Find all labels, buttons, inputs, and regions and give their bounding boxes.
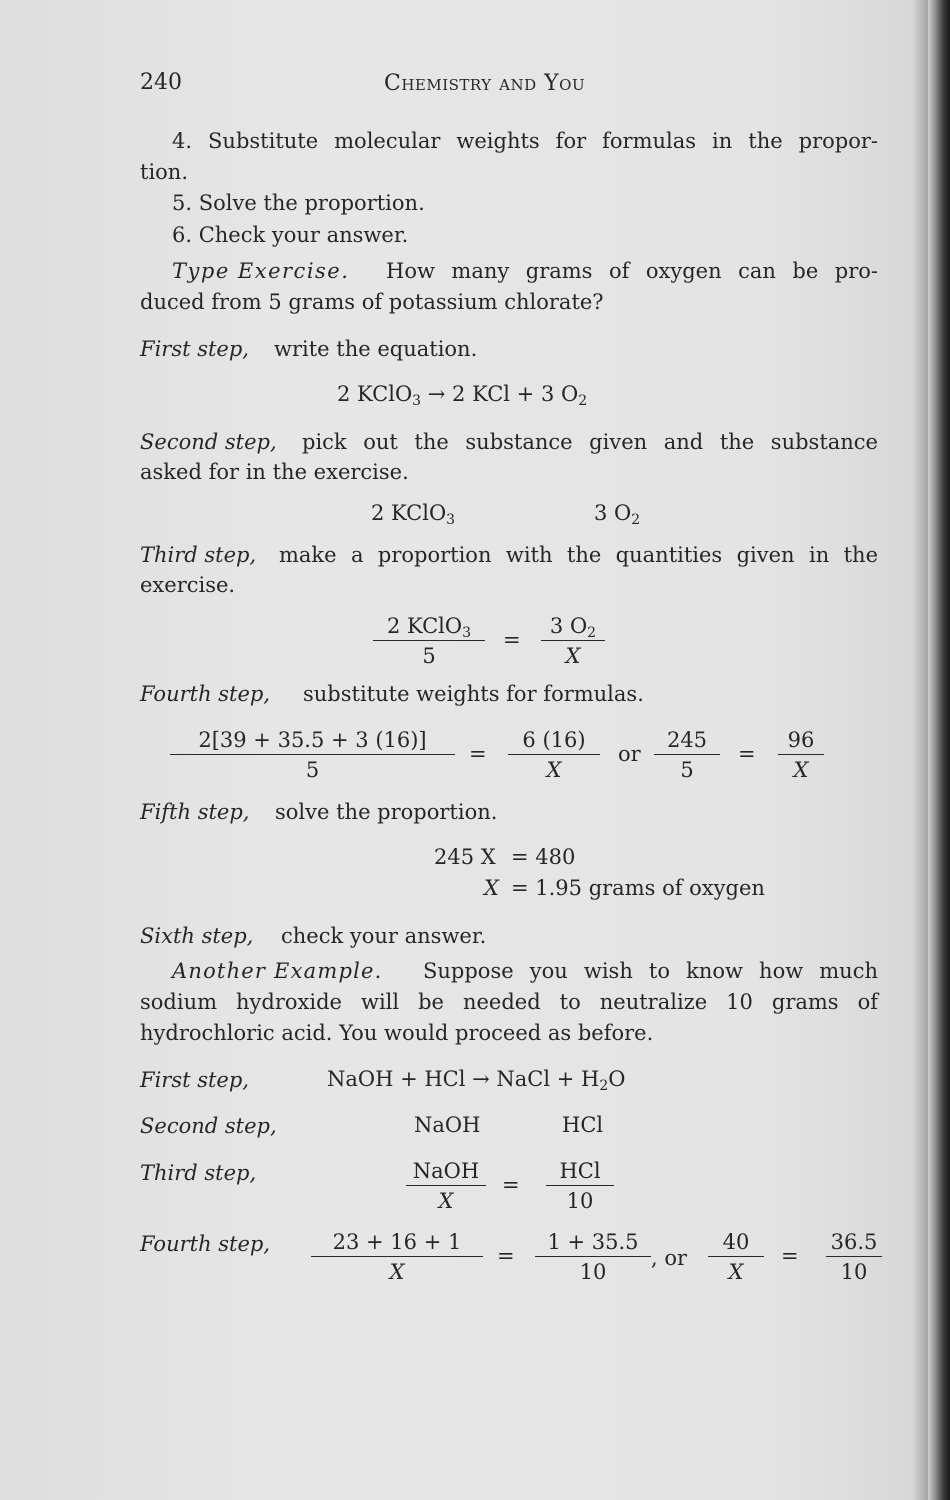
solution-line-2-right: = 1.95 grams of oxygen bbox=[511, 876, 765, 900]
example2-third-step-label: Third step, bbox=[140, 1161, 257, 1185]
equals-sign: = bbox=[469, 742, 487, 766]
equals-sign: = bbox=[781, 1244, 799, 1268]
proportion-fraction-2: 3 $O_2$ X bbox=[541, 616, 605, 667]
example2-proportion-fraction-2: HCl 10 bbox=[546, 1161, 614, 1212]
or-text: or bbox=[618, 742, 641, 766]
example2-proportion-fraction-1: NaOH X bbox=[406, 1161, 486, 1212]
equation-decomposition: 2 KClO$_3$ → 2 KCl + 3 $O_2$ bbox=[337, 382, 588, 409]
second-step-label: Second step, bbox=[140, 430, 277, 454]
example2-fourth-step-label: Fourth step, bbox=[140, 1232, 271, 1256]
list-item-6: 6. Check your answer. bbox=[172, 223, 409, 247]
type-exercise-line2: duced from 5 grams of potassium chlorate? bbox=[140, 290, 604, 314]
another-example-line3: hydrochloric acid. You would proceed as before. bbox=[140, 1021, 654, 1045]
solution-line-2-left: X bbox=[484, 876, 499, 900]
another-example-line2: sodium hydroxide will be needed to neutralize 10 grams of bbox=[140, 990, 878, 1014]
equals-sign: = bbox=[502, 1173, 520, 1197]
another-example-label: Another Example. bbox=[172, 959, 383, 983]
second-step-text: pick out the substance given and the substance bbox=[302, 430, 878, 454]
fourth-step-label: Fourth step, bbox=[140, 682, 271, 706]
weights-fraction-2: 6 (16) X bbox=[508, 730, 600, 781]
example2-weights-fraction-3: 40 X bbox=[708, 1232, 764, 1283]
list-item-4: 4. Substitute molecular weights for formulas in the propor- bbox=[172, 129, 878, 153]
type-exercise-label: Type Exercise. bbox=[172, 259, 350, 283]
running-title: Chemistry and You bbox=[384, 71, 586, 96]
first-step-label: First step, bbox=[140, 337, 249, 361]
or-text: , or bbox=[651, 1246, 688, 1270]
equals-sign: = bbox=[738, 742, 756, 766]
list-item-4-continued: tion. bbox=[140, 160, 188, 184]
example2-equation: NaOH + HCl → NaCl + $H_2O$ bbox=[327, 1067, 626, 1094]
example2-weights-fraction-2: 1 + 35.5 10 bbox=[535, 1232, 651, 1283]
second-step-text-2: asked for in the exercise. bbox=[140, 460, 409, 484]
weights-fraction-1: 2[39 + 35.5 + 3 (16)] 5 bbox=[170, 730, 455, 781]
solution-line-1-right: = 480 bbox=[511, 845, 576, 869]
weights-fraction-4: 96 X bbox=[778, 730, 824, 781]
third-step-label: Third step, bbox=[140, 543, 257, 567]
list-item-5: 5. Solve the proportion. bbox=[172, 191, 425, 215]
solution-line-1-left: 245 X bbox=[434, 845, 496, 869]
example2-weights-fraction-1: 23 + 16 + 1 X bbox=[311, 1232, 483, 1283]
first-step-text: write the equation. bbox=[274, 337, 478, 361]
substance-given: 2 KClO$_3$ bbox=[371, 501, 456, 528]
sixth-step-label: Sixth step, bbox=[140, 924, 254, 948]
example2-first-step-label: First step, bbox=[140, 1068, 249, 1092]
type-exercise-line1: How many grams of oxygen can be pro- bbox=[386, 259, 878, 283]
equals-sign: = bbox=[503, 628, 521, 652]
example2-weights-fraction-4: 36.5 10 bbox=[826, 1232, 882, 1283]
fourth-step-text: substitute weights for formulas. bbox=[303, 682, 644, 706]
equals-sign: = bbox=[497, 1244, 515, 1268]
example2-substance-given: NaOH bbox=[414, 1113, 481, 1137]
example2-substance-asked: HCl bbox=[562, 1113, 604, 1137]
fifth-step-text: solve the proportion. bbox=[275, 800, 498, 824]
another-example-line1: Suppose you wish to know how much bbox=[423, 959, 878, 983]
third-step-text-2: exercise. bbox=[140, 573, 236, 597]
weights-fraction-3: 245 5 bbox=[654, 730, 720, 781]
book-spine-shadow bbox=[928, 0, 950, 1500]
example2-second-step-label: Second step, bbox=[140, 1114, 277, 1138]
substance-asked: 3 $O_2$ bbox=[594, 501, 641, 528]
page-number: 240 bbox=[140, 70, 182, 95]
fifth-step-label: Fifth step, bbox=[140, 800, 250, 824]
sixth-step-text: check your answer. bbox=[281, 924, 487, 948]
third-step-text: make a proportion with the quantities given in the bbox=[279, 543, 878, 567]
proportion-fraction-1: 2 KClO$_3$ 5 bbox=[373, 616, 485, 667]
